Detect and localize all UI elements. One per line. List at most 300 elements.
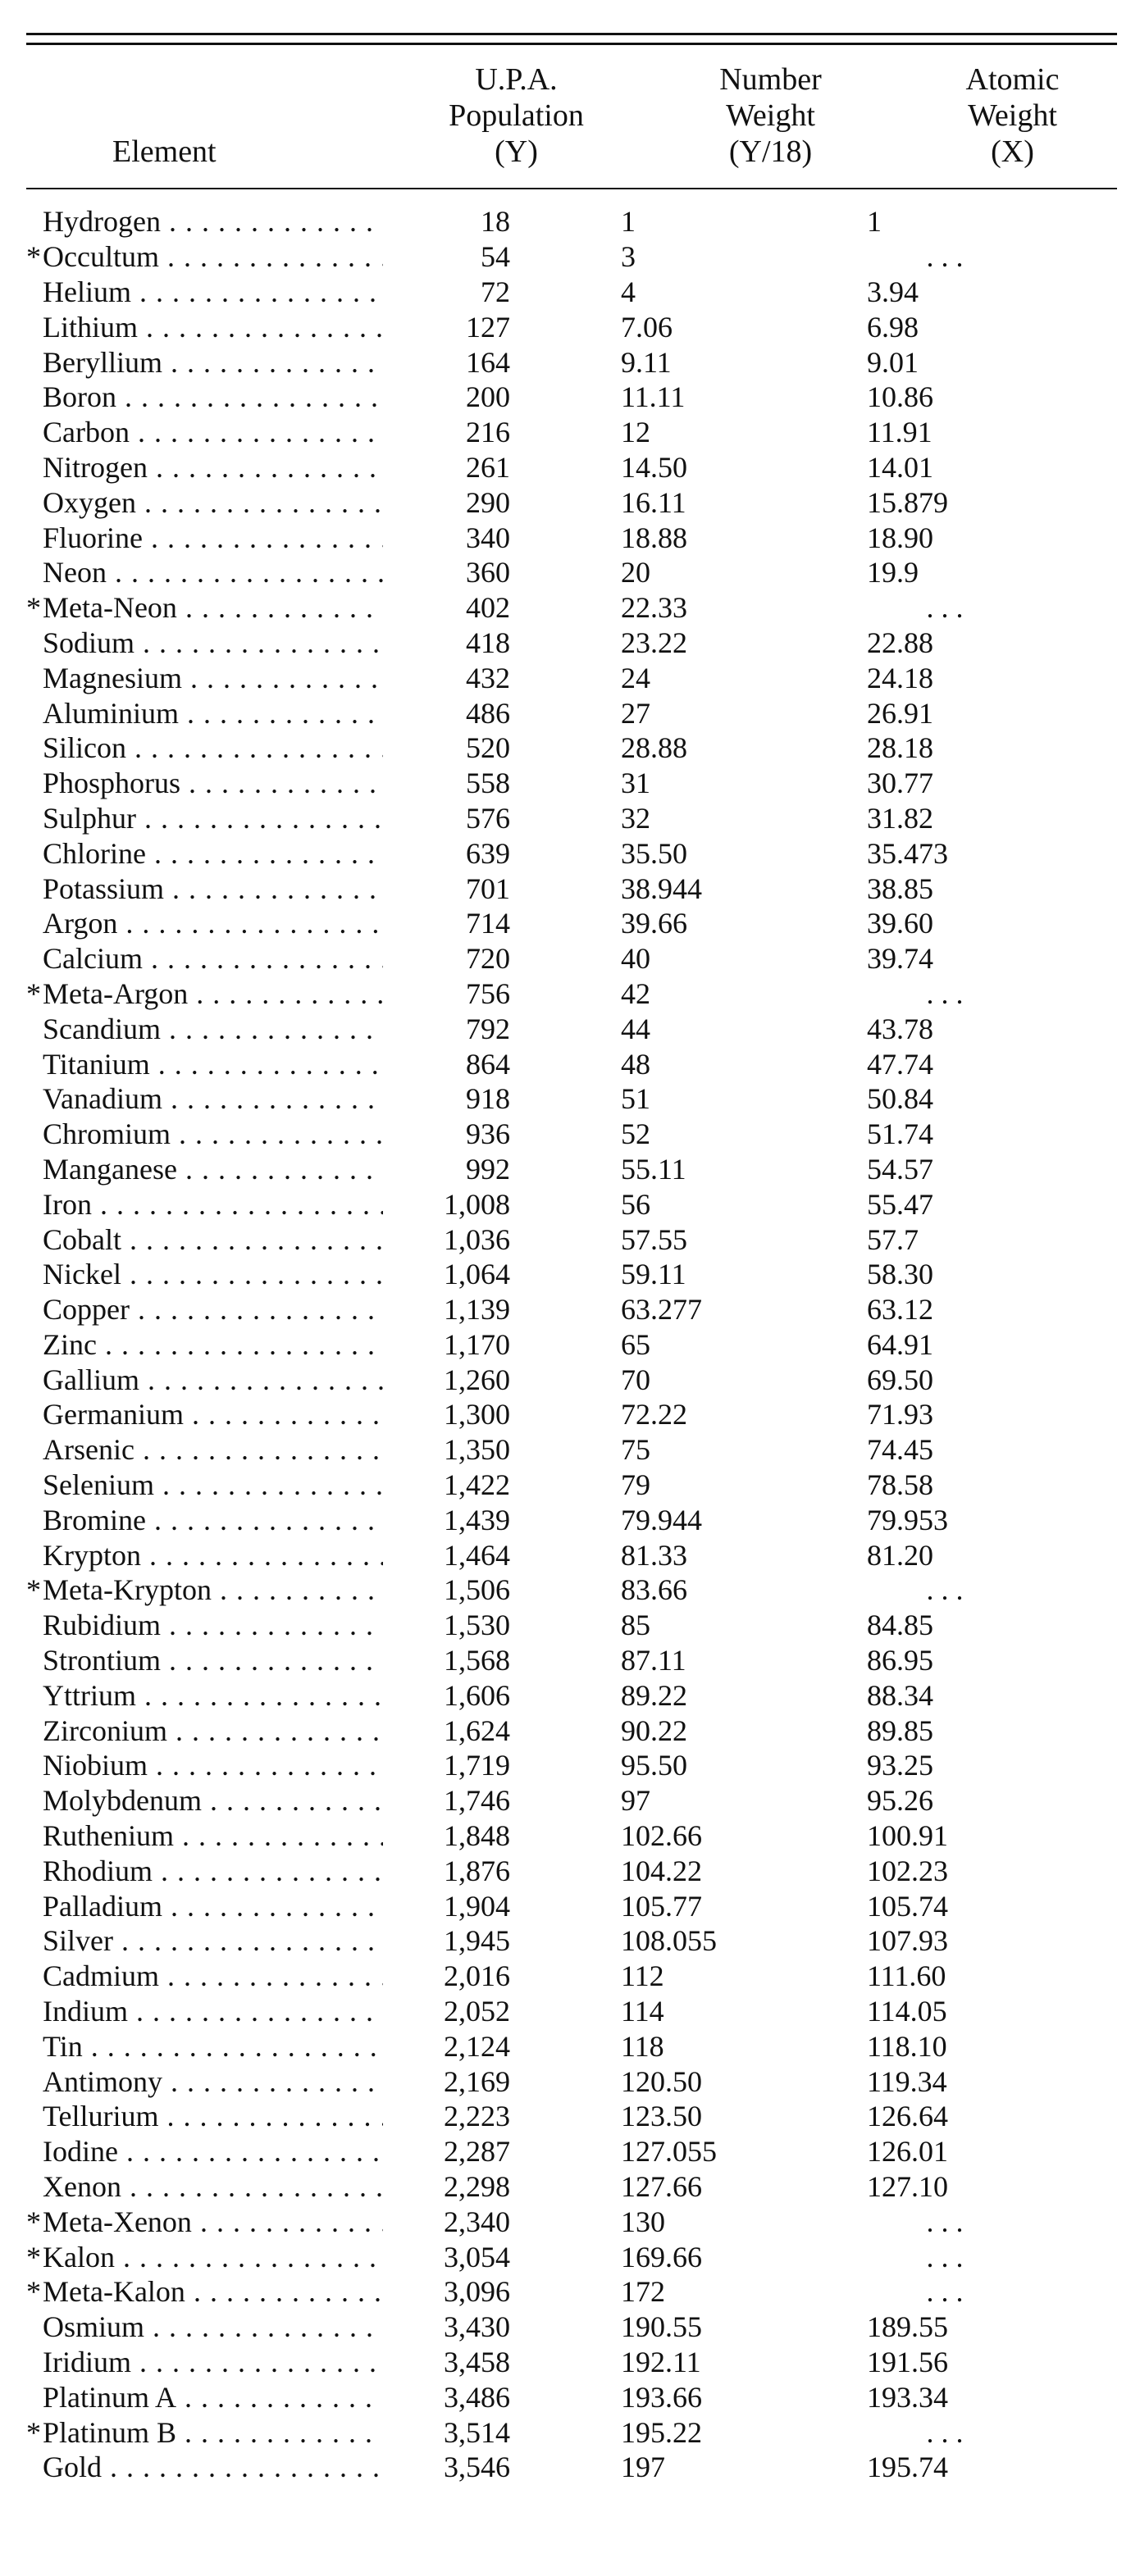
number-weight-cell: 48	[621, 1047, 650, 1081]
number-weight-cell: 190.55	[621, 2310, 702, 2344]
population-cell: 2,169	[444, 2064, 510, 2098]
element-name: Beryllium . . .	[43, 346, 383, 379]
population-cell: 1,422	[444, 1468, 510, 1502]
table-row	[26, 204, 1117, 239]
atomic-weight-cell: 189.55	[867, 2310, 948, 2344]
number-weight-cell: 38.944	[621, 872, 702, 905]
population-cell: 1,506	[444, 1573, 510, 1607]
atomic-weight-cell: . . .	[926, 2240, 964, 2273]
number-weight-cell: 65	[621, 1327, 650, 1361]
element-name: Meta-Xenon . . .	[43, 2205, 383, 2238]
atomic-weight-cell: 193.34	[867, 2380, 948, 2414]
element-cell	[26, 450, 383, 485]
number-weight-cell: 55.11	[621, 1152, 686, 1186]
atomic-weight-cell: 26.91	[867, 696, 933, 730]
number-weight-cell: 14.50	[621, 450, 687, 484]
element-cell	[26, 485, 383, 520]
atomic-weight-cell: 71.93	[867, 1398, 933, 1431]
population-cell: 1,719	[444, 1749, 510, 1782]
number-weight-cell: 39.66	[621, 907, 687, 940]
element-cell	[26, 1608, 383, 1642]
element-name: Strontium . . .	[43, 1644, 383, 1677]
element-cell	[26, 1047, 383, 1081]
element-cell	[26, 239, 383, 274]
element-name: Vanadium . . .	[43, 1082, 383, 1115]
population-cell: 3,430	[444, 2310, 510, 2344]
number-weight-cell: 83.66	[621, 1573, 687, 1607]
element-name: Fluorine . . .	[43, 521, 383, 554]
population-cell: 1,904	[444, 1889, 510, 1923]
atomic-weight-cell: 126.64	[867, 2100, 948, 2133]
number-weight-cell: 11.11	[621, 380, 686, 414]
element-name: Sulphur . . .	[43, 802, 383, 835]
atomic-weight-cell: 74.45	[867, 1433, 933, 1467]
population-cell: 360	[466, 556, 510, 589]
atomic-weight-cell: 95.26	[867, 1784, 933, 1818]
element-name: Platinum A . . .	[43, 2381, 383, 2414]
number-weight-cell: 52	[621, 1117, 650, 1151]
atomic-weight-cell: . . .	[926, 1573, 964, 1607]
table-row	[26, 1572, 1117, 1608]
number-weight-cell: 108.055	[621, 1924, 717, 1958]
population-cell: 714	[466, 907, 510, 940]
element-cell	[26, 836, 383, 871]
atomic-weight-cell: . . .	[926, 591, 964, 625]
table-row	[26, 660, 1117, 695]
element-name: Zinc . . .	[43, 1328, 383, 1361]
number-weight-cell: 195.22	[621, 2415, 702, 2449]
element-cell	[26, 1012, 383, 1046]
atomic-weight-cell: 105.74	[867, 1889, 948, 1923]
population-cell: 2,287	[444, 2135, 510, 2169]
element-name: Scandium . . .	[43, 1013, 383, 1045]
atomic-weight-cell: 69.50	[867, 1363, 933, 1396]
element-cell	[26, 204, 383, 239]
element-cell	[26, 2274, 383, 2309]
population-cell: 992	[466, 1152, 510, 1186]
table-row	[26, 2345, 1117, 2380]
element-cell	[26, 2415, 383, 2450]
table-row	[26, 1468, 1117, 1503]
number-weight-cell: 85	[621, 1609, 650, 1642]
atomic-weight-cell: 84.85	[867, 1609, 933, 1642]
number-weight-cell: 7.06	[621, 310, 673, 344]
number-weight-cell: 56	[621, 1187, 650, 1221]
number-weight-cell: 40	[621, 942, 650, 976]
population-cell: 402	[466, 591, 510, 625]
table-row	[26, 2204, 1117, 2239]
element-name: Germanium . . .	[43, 1398, 383, 1431]
element-cell	[26, 1572, 383, 1607]
table-row	[26, 1152, 1117, 1187]
population-cell: 701	[466, 872, 510, 905]
atomic-weight-cell: 10.86	[867, 380, 933, 414]
atomic-weight-cell: 126.01	[867, 2135, 948, 2169]
element-name: Argon . . .	[43, 907, 383, 940]
element-cell	[26, 906, 383, 940]
hypothetical-marker: *	[26, 240, 41, 274]
table-row	[26, 835, 1117, 871]
population-cell: 261	[466, 450, 510, 484]
element-cell	[26, 1643, 383, 1677]
population-cell: 2,340	[444, 2205, 510, 2238]
table-row	[26, 1222, 1117, 1257]
element-name: Lithium . . .	[43, 311, 383, 344]
element-cell	[26, 941, 383, 976]
table-row	[26, 450, 1117, 485]
population-cell: 1,439	[444, 1503, 510, 1536]
element-name: Aluminium . . .	[43, 697, 383, 730]
atomic-weight-cell: 58.30	[867, 1258, 933, 1291]
number-weight-cell: 42	[621, 976, 650, 1010]
atomic-weight-cell: 1	[867, 205, 882, 239]
element-name: Iodine . . .	[43, 2135, 383, 2168]
element-cell	[26, 626, 383, 660]
hypothetical-marker: *	[26, 2415, 41, 2449]
number-weight-cell: 51	[621, 1082, 650, 1116]
hypothetical-marker: *	[26, 591, 41, 625]
number-weight-cell: 28.88	[621, 731, 687, 765]
number-weight-cell: 97	[621, 1784, 650, 1818]
element-cell	[26, 2134, 383, 2169]
element-name: Tin . . .	[43, 2030, 383, 2063]
atomic-weight-cell: 19.9	[867, 556, 919, 589]
number-weight-cell: 90.22	[621, 1714, 687, 1747]
top-double-rule	[26, 33, 1117, 45]
atomic-weight-cell: . . .	[926, 240, 964, 274]
element-name: Chromium . . .	[43, 1117, 383, 1150]
number-weight-cell: 193.66	[621, 2380, 702, 2414]
element-name: Boron . . .	[43, 380, 383, 413]
number-weight-cell: 169.66	[621, 2240, 702, 2273]
element-cell	[26, 696, 383, 730]
element-cell	[26, 2205, 383, 2239]
element-name: Meta-Argon . . .	[43, 977, 383, 1010]
table-row	[26, 1783, 1117, 1818]
element-name: Krypton . . .	[43, 1539, 383, 1572]
population-cell: 1,848	[444, 1819, 510, 1853]
population-cell: 1,170	[444, 1327, 510, 1361]
population-cell: 216	[466, 416, 510, 449]
atomic-weight-cell: 191.56	[867, 2346, 948, 2378]
table-row	[26, 1959, 1117, 1994]
population-cell: 3,054	[444, 2240, 510, 2273]
element-name: Rubidium . . .	[43, 1609, 383, 1641]
table-body	[26, 189, 1117, 2485]
number-weight-cell: 3	[621, 240, 636, 274]
population-cell: 1,008	[444, 1187, 510, 1221]
element-name: Silicon . . .	[43, 731, 383, 764]
element-name: Carbon . . .	[43, 416, 383, 448]
population-cell: 792	[466, 1012, 510, 1045]
number-weight-cell: 105.77	[621, 1889, 702, 1923]
element-cell	[26, 1783, 383, 1818]
element-name: Rhodium . . .	[43, 1855, 383, 1887]
number-weight-cell: 118	[621, 2029, 664, 2063]
atomic-weight-cell: 39.74	[867, 942, 933, 976]
element-name: Chlorine . . .	[43, 837, 383, 870]
table-row	[26, 906, 1117, 941]
element-name: Tellurium . . .	[43, 2100, 383, 2132]
header-atomic-weight	[908, 61, 1117, 170]
element-name: Indium . . .	[43, 1995, 383, 2028]
atomic-weight-cell: 31.82	[867, 801, 933, 835]
population-cell: 340	[466, 521, 510, 554]
population-cell: 864	[466, 1047, 510, 1081]
number-weight-cell: 81.33	[621, 1538, 687, 1572]
atomic-weight-cell: 47.74	[867, 1047, 933, 1081]
element-name: Selenium . . .	[43, 1468, 383, 1501]
atomic-weight-cell: 111.60	[867, 1959, 946, 1993]
number-weight-cell: 31	[621, 767, 650, 800]
number-weight-cell: 9.11	[621, 345, 672, 379]
population-cell: 1,945	[444, 1924, 510, 1958]
number-weight-cell: 20	[621, 556, 650, 589]
table-row	[26, 1117, 1117, 1152]
population-cell: 2,052	[444, 1995, 510, 2028]
population-cell: 18	[481, 205, 510, 239]
table-row	[26, 1853, 1117, 1888]
atomic-weight-cell: 28.18	[867, 731, 933, 765]
table-row	[26, 485, 1117, 520]
element-name: Palladium . . .	[43, 1890, 383, 1923]
table-header	[26, 45, 1117, 188]
number-weight-cell: 16.11	[621, 485, 686, 519]
number-weight-cell: 70	[621, 1363, 650, 1396]
table-row	[26, 2134, 1117, 2169]
element-cell	[26, 1257, 383, 1291]
atomic-weight-cell: 119.34	[867, 2064, 947, 2098]
element-name: Zirconium . . .	[43, 1714, 383, 1747]
element-name: Oxygen . . .	[43, 486, 383, 519]
population-cell: 3,546	[444, 2451, 510, 2484]
atomic-weight-cell: 51.74	[867, 1117, 933, 1151]
number-weight-cell: 24	[621, 661, 650, 694]
atomic-weight-cell: . . .	[926, 2275, 964, 2309]
atomic-weight-cell: 22.88	[867, 626, 933, 659]
table-row	[26, 766, 1117, 801]
element-cell	[26, 2450, 383, 2484]
population-cell: 1,876	[444, 1854, 510, 1887]
number-weight-cell: 123.50	[621, 2100, 702, 2133]
element-cell	[26, 2240, 383, 2274]
population-cell: 936	[466, 1117, 510, 1151]
number-weight-cell: 79.944	[621, 1503, 702, 1536]
element-cell	[26, 976, 383, 1011]
population-cell: 520	[466, 731, 510, 765]
atomic-weight-cell: 55.47	[867, 1187, 933, 1221]
hypothetical-marker: *	[26, 1573, 41, 1607]
atomic-weight-cell: 79.953	[867, 1503, 948, 1536]
table-row	[26, 626, 1117, 661]
element-cell	[26, 661, 383, 695]
table-row	[26, 2028, 1117, 2064]
table-row	[26, 520, 1117, 555]
population-cell: 127	[466, 310, 510, 344]
table-row	[26, 275, 1117, 310]
number-weight-cell: 57.55	[621, 1222, 687, 1256]
element-name: Gallium . . .	[43, 1363, 383, 1396]
atomic-weight-cell: 88.34	[867, 1678, 933, 1712]
table-row	[26, 309, 1117, 344]
population-cell: 3,096	[444, 2275, 510, 2309]
table-row	[26, 2064, 1117, 2099]
table-row	[26, 1081, 1117, 1117]
atomic-weight-cell: 114.05	[867, 1995, 947, 2028]
element-name: Kalon . . .	[43, 2241, 383, 2273]
element-name: Bromine . . .	[43, 1504, 383, 1536]
number-weight-cell: 112	[621, 1959, 664, 1993]
element-cell	[26, 1818, 383, 1853]
element-cell	[26, 1994, 383, 2028]
element-name: Ruthenium . . .	[43, 1819, 383, 1852]
table-row	[26, 1046, 1117, 1081]
number-weight-cell: 75	[621, 1433, 650, 1467]
table-row	[26, 1643, 1117, 1678]
population-cell: 164	[466, 345, 510, 379]
atomic-weight-cell: 14.01	[867, 450, 933, 484]
atomic-weight-cell: 89.85	[867, 1714, 933, 1747]
number-weight-cell: 197	[621, 2451, 665, 2484]
population-cell: 418	[466, 626, 510, 659]
header-element: Element	[112, 134, 217, 169]
number-weight-cell: 130	[621, 2205, 665, 2238]
element-name: Phosphorus . . .	[43, 767, 383, 799]
atomic-weight-cell: 102.23	[867, 1854, 948, 1887]
element-name: Cobalt . . .	[43, 1223, 383, 1256]
atomic-weight-cell: 6.98	[867, 310, 919, 344]
element-cell	[26, 766, 383, 800]
number-weight-cell: 35.50	[621, 836, 687, 870]
population-cell: 1,464	[444, 1538, 510, 1572]
table-row	[26, 2099, 1117, 2134]
population-cell: 200	[466, 380, 510, 414]
element-table	[26, 33, 1117, 2485]
table-row	[26, 1713, 1117, 1748]
element-cell	[26, 1678, 383, 1713]
element-cell	[26, 415, 383, 449]
table-row	[26, 1257, 1117, 1292]
table-row	[26, 1502, 1117, 1537]
element-name: Nickel . . .	[43, 1258, 383, 1290]
element-cell	[26, 1187, 383, 1222]
element-name: Platinum B . . .	[43, 2416, 383, 2449]
atomic-weight-cell: 93.25	[867, 1749, 933, 1782]
table-row	[26, 1186, 1117, 1222]
population-cell: 54	[481, 240, 510, 274]
table-row	[26, 2414, 1117, 2450]
atomic-weight-cell: 81.20	[867, 1538, 933, 1572]
table-row	[26, 344, 1117, 380]
population-cell: 432	[466, 661, 510, 694]
element-cell	[26, 345, 383, 380]
table-row	[26, 2450, 1117, 2485]
element-name: Sodium . . .	[43, 626, 383, 659]
element-name: Calcium . . .	[43, 942, 383, 975]
table-row	[26, 1011, 1117, 1046]
population-cell: 576	[466, 801, 510, 835]
number-weight-cell: 22.33	[621, 591, 687, 625]
atomic-weight-cell: 54.57	[867, 1152, 933, 1186]
element-cell	[26, 1081, 383, 1116]
table-row	[26, 2274, 1117, 2310]
element-name: Helium . . .	[43, 275, 383, 308]
number-weight-cell: 18.88	[621, 521, 687, 554]
element-cell	[26, 1538, 383, 1572]
header-atomic-weight-line3: (X)	[991, 134, 1034, 169]
atomic-weight-cell: 35.473	[867, 836, 948, 870]
number-weight-cell: 102.66	[621, 1819, 702, 1853]
number-weight-cell: 59.11	[621, 1258, 686, 1291]
hypothetical-marker: *	[26, 2240, 41, 2273]
population-cell: 1,350	[444, 1433, 510, 1467]
element-cell	[26, 310, 383, 344]
element-name: Iron . . .	[43, 1188, 383, 1221]
element-cell	[26, 1889, 383, 1923]
hypothetical-marker: *	[26, 2205, 41, 2238]
element-cell	[26, 1854, 383, 1888]
population-cell: 1,624	[444, 1714, 510, 1747]
atomic-weight-cell: . . .	[926, 2205, 964, 2238]
element-name: Magnesium . . .	[43, 662, 383, 694]
atomic-weight-cell: 11.91	[867, 416, 933, 449]
table-row	[26, 1397, 1117, 1432]
table-row	[26, 1362, 1117, 1397]
number-weight-cell: 12	[621, 416, 650, 449]
number-weight-cell: 79	[621, 1468, 650, 1502]
element-cell	[26, 275, 383, 309]
atomic-weight-cell: 78.58	[867, 1468, 933, 1502]
header-population	[412, 61, 621, 170]
element-name: Yttrium . . .	[43, 1679, 383, 1712]
hypothetical-marker: *	[26, 2275, 41, 2309]
atomic-weight-cell: 118.10	[867, 2029, 947, 2063]
population-cell: 290	[466, 485, 510, 519]
element-name: Cadmium . . .	[43, 1959, 383, 1992]
element-cell	[26, 1117, 383, 1151]
atomic-weight-cell: 24.18	[867, 661, 933, 694]
element-cell	[26, 2345, 383, 2379]
table-row	[26, 695, 1117, 730]
atomic-weight-cell: 100.91	[867, 1819, 948, 1853]
header-population-line1: U.P.A.	[475, 62, 558, 97]
table-row	[26, 590, 1117, 626]
population-cell: 2,223	[444, 2100, 510, 2133]
element-cell	[26, 2310, 383, 2344]
element-cell	[26, 1468, 383, 1502]
number-weight-cell: 4	[621, 275, 636, 308]
atomic-weight-cell: 63.12	[867, 1293, 933, 1327]
number-weight-cell: 1	[621, 205, 636, 239]
element-cell	[26, 1748, 383, 1782]
element-cell	[26, 1959, 383, 1993]
element-name: Meta-Kalon . . .	[43, 2275, 383, 2308]
element-name: Meta-Krypton . . .	[43, 1573, 383, 1606]
table-row	[26, 1292, 1117, 1327]
number-weight-cell: 120.50	[621, 2064, 702, 2098]
population-cell: 1,530	[444, 1609, 510, 1642]
table-row	[26, 1818, 1117, 1854]
atomic-weight-cell: 127.10	[867, 2170, 948, 2204]
atomic-weight-cell: 86.95	[867, 1644, 933, 1677]
element-cell	[26, 1363, 383, 1397]
table-row	[26, 801, 1117, 836]
element-name: Manganese . . .	[43, 1153, 383, 1186]
header-atomic-weight-line2: Weight	[968, 98, 1057, 133]
number-weight-cell: 172	[621, 2275, 665, 2309]
number-weight-cell: 104.22	[621, 1854, 702, 1887]
table-row	[26, 2379, 1117, 2414]
